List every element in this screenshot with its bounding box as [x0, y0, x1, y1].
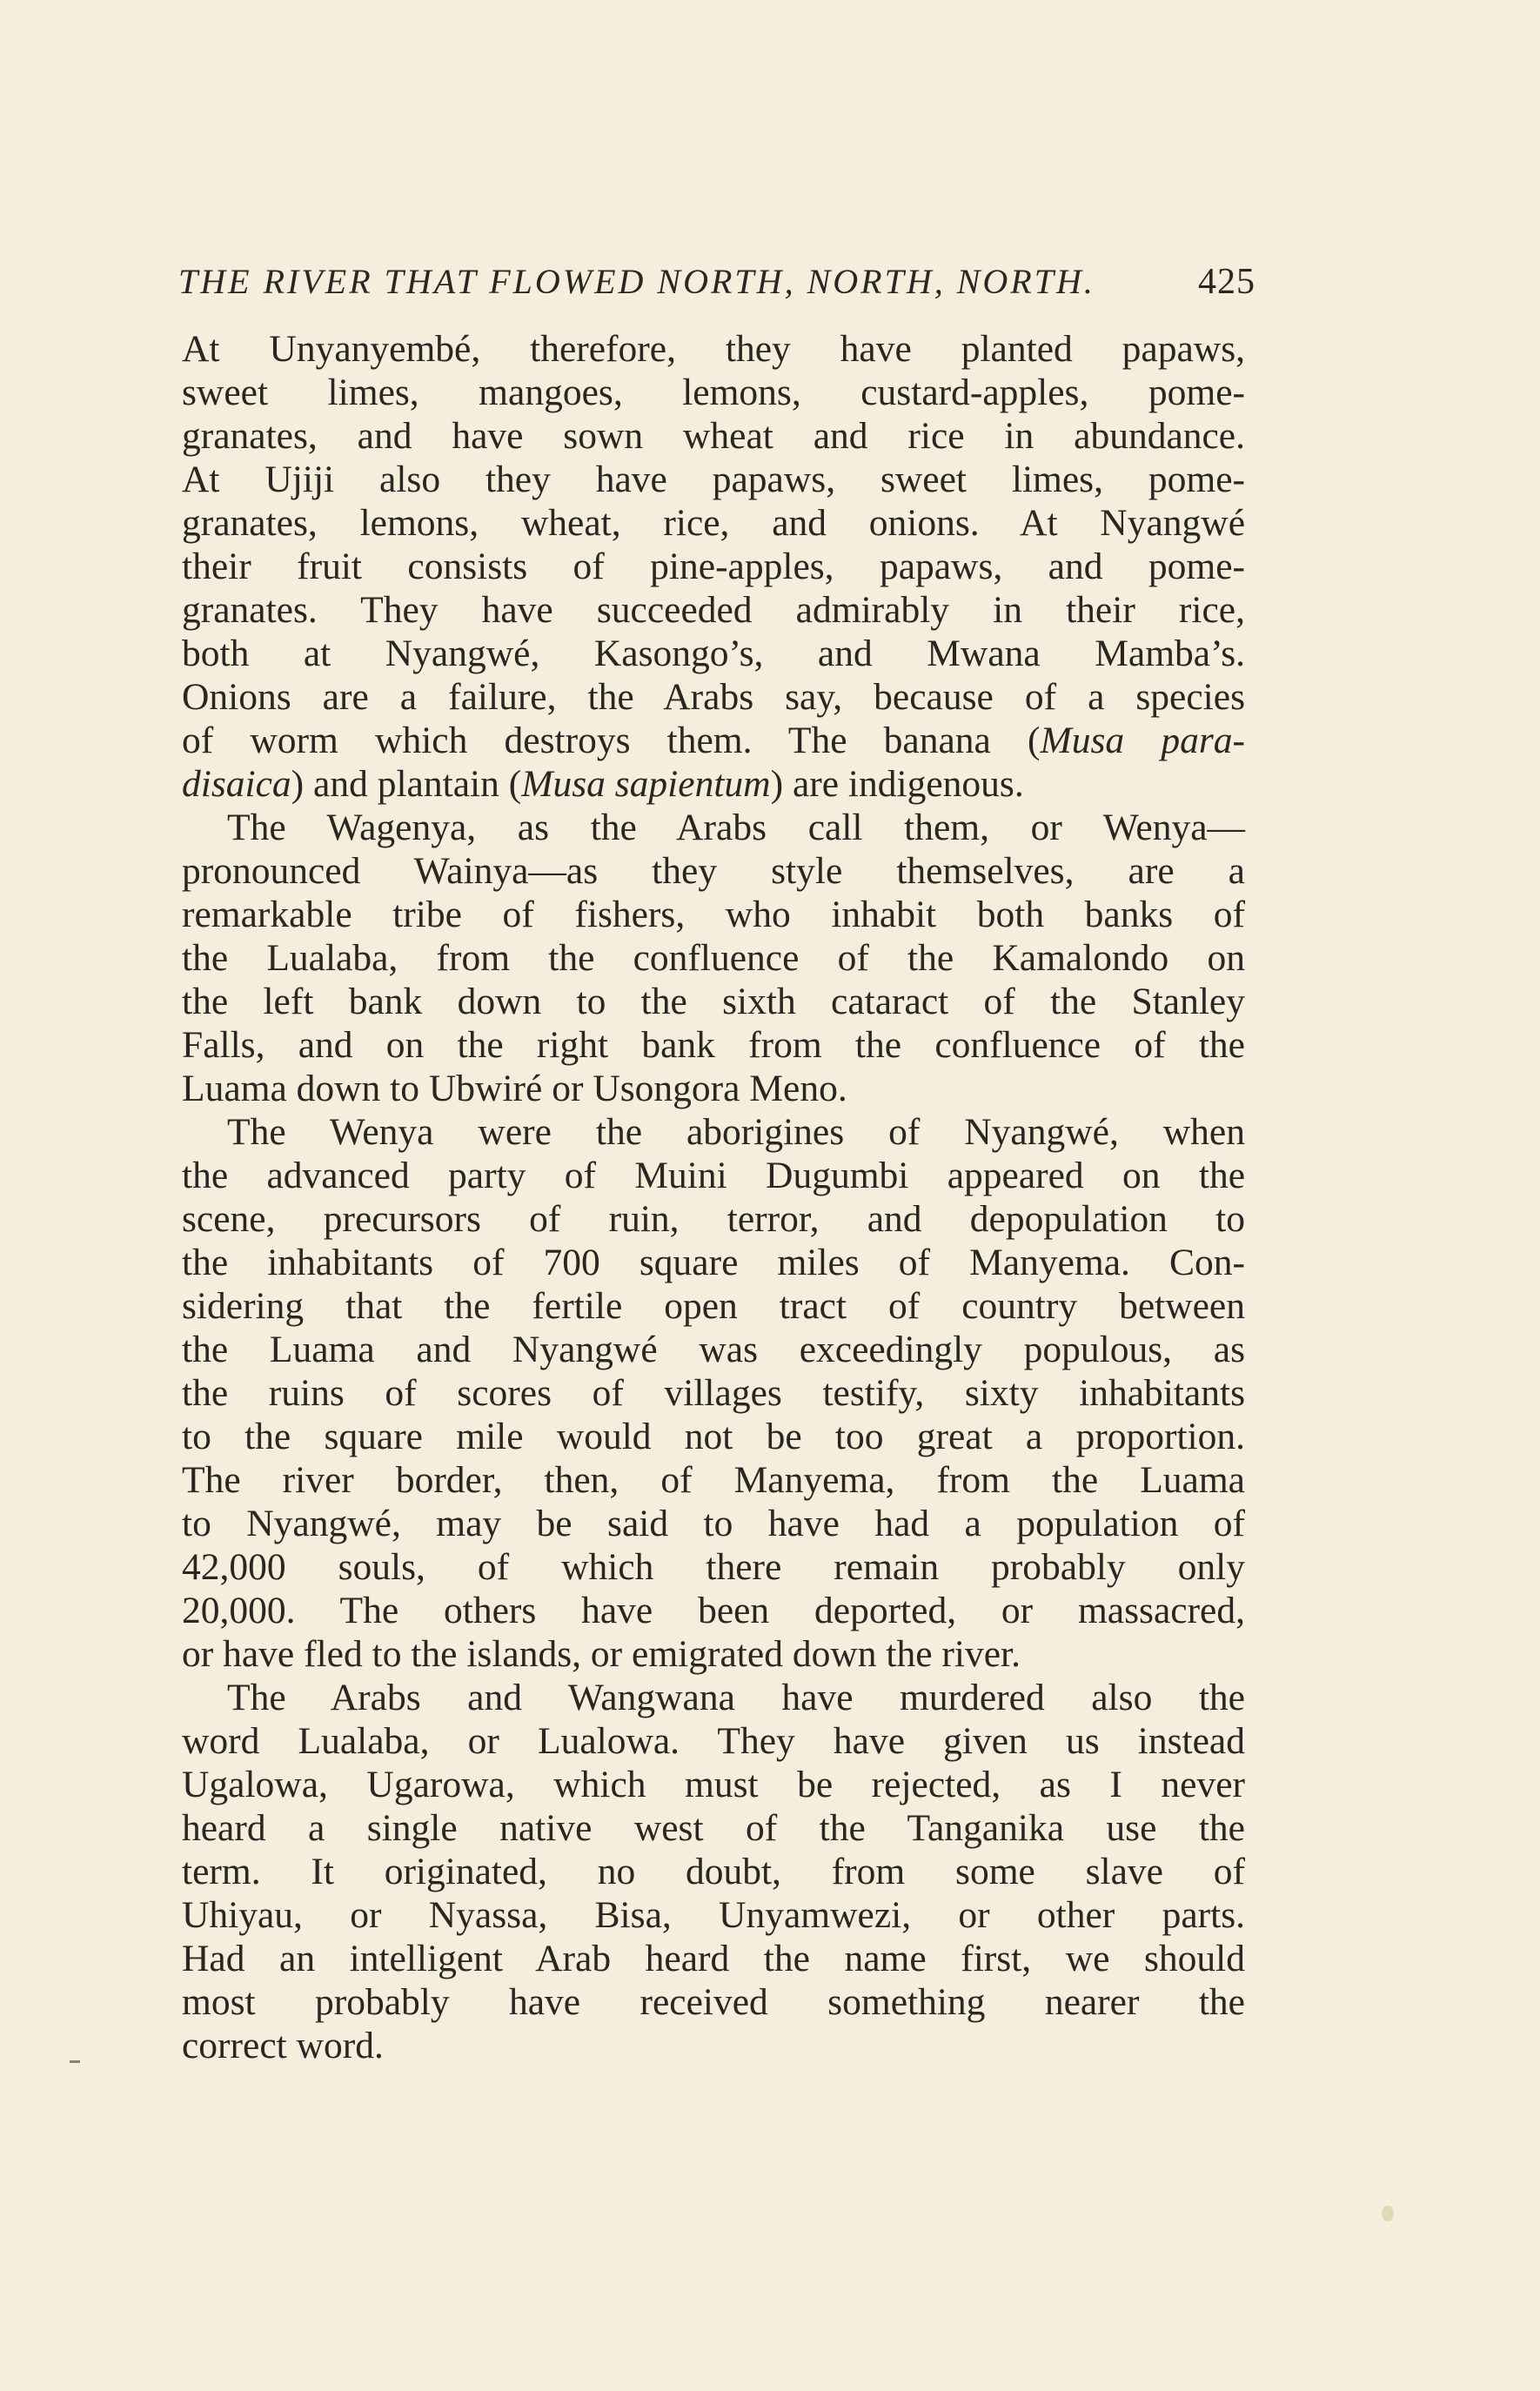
- text-line: correct word.: [182, 2025, 384, 2066]
- text-line: Uhiyau, or Nyassa, Bisa, Unyamwezi, or other parts.: [182, 1894, 1245, 1936]
- paragraph-3: [182, 1110, 1245, 1676]
- text-line: the inhabitants of 700 square miles of Manyema. Con-: [182, 1242, 1245, 1283]
- running-title: THE RIVER THAT FLOWED NORTH, NORTH, NORTH.: [178, 262, 1095, 301]
- text-line: sidering that the fertile open tract of country between: [182, 1285, 1245, 1327]
- text-line: Ugalowa, Ugarowa, which must be rejected, as I never: [182, 1764, 1245, 1805]
- text-line: to the square mile would not be too great a proportion.: [182, 1416, 1245, 1457]
- text-line: The Arabs and Wangwana have murdered also the: [227, 1677, 1245, 1718]
- text-line: sweet limes, mangoes, lemons, custard-apples, pome-: [182, 372, 1245, 413]
- page-number: 425: [1198, 262, 1255, 302]
- text-line: Had an intelligent Arab heard the name first, we should: [182, 1938, 1245, 1979]
- text-line: disaica) and plantain (Musa sapientum) are indigenous.: [182, 763, 1024, 805]
- paragraph-4: [182, 1676, 1245, 2067]
- text-line: Onions are a failure, the Arabs say, because of a species: [182, 676, 1245, 718]
- text-line: or have fled to the islands, or emigrated down the river.: [182, 1633, 1021, 1675]
- body-text: [182, 327, 1245, 2067]
- text-line: term. It originated, no doubt, from some slave of: [182, 1851, 1245, 1892]
- text-line: remarkable tribe of fishers, who inhabit both banks of: [182, 894, 1245, 935]
- text-line: Falls, and on the right bank from the confluence of the: [182, 1024, 1245, 1066]
- text-line: At Unyanyembé, therefore, they have planted papaws,: [182, 328, 1245, 370]
- text-line: the left bank down to the sixth cataract of the Stanley: [182, 981, 1245, 1022]
- text-line: 42,000 souls, of which there remain probably only: [182, 1546, 1245, 1588]
- text-line: 20,000. The others have been deported, or massacred,: [182, 1590, 1245, 1631]
- text-line: word Lualaba, or Lualowa. They have given us instead: [182, 1720, 1245, 1762]
- text-line: heard a single native west of the Tanganika use the: [182, 1807, 1245, 1849]
- text-line: At Ujiji also they have papaws, sweet limes, pome-: [182, 459, 1245, 500]
- text-line: the Luama and Nyangwé was exceedingly populous, as: [182, 1329, 1245, 1370]
- text-line: most probably have received something nearer the: [182, 1981, 1245, 2023]
- text-line: The river border, then, of Manyema, from the Luama: [182, 1459, 1245, 1501]
- text-line: granates, lemons, wheat, rice, and onions. At Nyangwé: [182, 502, 1245, 544]
- text-line: granates, and have sown wheat and rice in abundance.: [182, 415, 1245, 457]
- running-header: [178, 261, 1255, 313]
- text-line: both at Nyangwé, Kasongo’s, and Mwana Mamba’s.: [182, 633, 1245, 674]
- text-line: pronounced Wainya—as they style themselves, are a: [182, 850, 1245, 892]
- paper-speck: [1382, 2206, 1394, 2221]
- text-line: the Lualaba, from the confluence of the Kamalondo on: [182, 937, 1245, 979]
- text-line: The Wagenya, as the Arabs call them, or Wenya—: [227, 807, 1245, 848]
- paragraph-2: [182, 806, 1245, 1110]
- text-line: granates. They have succeeded admirably in their rice,: [182, 589, 1245, 631]
- text-line: the advanced party of Muini Dugumbi appeared on the: [182, 1155, 1245, 1196]
- text-line: of worm which destroys them. The banana (Musa para-: [182, 720, 1245, 761]
- text-line: to Nyangwé, may be said to have had a population of: [182, 1503, 1245, 1544]
- text-line: Luama down to Ubwiré or Usongora Meno.: [182, 1068, 847, 1109]
- paragraph-1: [182, 327, 1245, 806]
- text-line: the ruins of scores of villages testify, sixty inhabitants: [182, 1372, 1245, 1414]
- text-line: The Wenya were the aborigines of Nyangwé, when: [227, 1111, 1245, 1153]
- margin-mark: [70, 2060, 80, 2063]
- text-line: scene, precursors of ruin, terror, and depopulation to: [182, 1198, 1245, 1240]
- text-line: their fruit consists of pine-apples, papaws, and pome-: [182, 546, 1245, 587]
